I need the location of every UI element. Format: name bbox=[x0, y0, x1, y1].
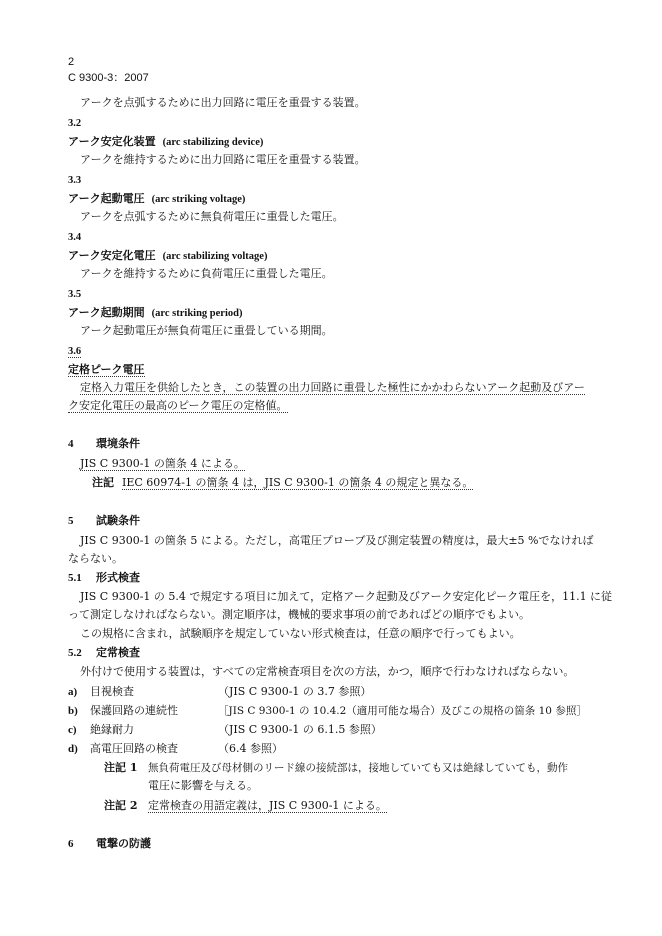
section-body: この規格に含まれ，試験順序を規定していない形式検査は，任意の順序で行ってもよい。 bbox=[80, 627, 521, 640]
section-body: JIS C 9300-1 の箇条 4 による。 bbox=[80, 457, 245, 470]
page-number: 2 bbox=[68, 56, 75, 68]
clause-number: 3.5 bbox=[68, 289, 82, 300]
note: 注記 IEC 60974-1 の箇条 4 は，JIS C 9300-1 の箇条 4 の規定と異なる。 bbox=[92, 476, 474, 489]
term-heading: アーク安定化装置 (arc stabilizing device) bbox=[68, 135, 264, 148]
section-heading-5: 5 試験条件 bbox=[68, 514, 140, 527]
section-body: JIS C 9300-1 の 5.4 で規定する項目に加えて，定格アーク起動及びアーク安定化ピーク電圧を，11.1 に従 bbox=[80, 590, 613, 603]
list-item: d) 高電圧回路の検査 （6.4 参照） bbox=[68, 742, 283, 755]
definition-text: アーク起動電圧が無負荷電圧に重畳している期間。 bbox=[80, 324, 333, 337]
definition-text: アークを維持するために負荷電圧に重畳した電圧。 bbox=[80, 267, 333, 280]
note: 注記 1 無負荷電圧及び母材側のリード線の接続部は，接地していても又は絶縁していても，動作 bbox=[104, 761, 568, 774]
subsection-heading-5-2: 5.2 定常検査 bbox=[68, 646, 140, 659]
section-body: って測定しなければならない。測定順序は，機械的要求事項の前であればどの順序でもよい。 bbox=[68, 608, 530, 621]
definition-text: アークを維持するために出力回路に電圧を重畳する装置。 bbox=[80, 153, 366, 166]
list-item: b) 保護回路の連続性 ［JIS C 9300-1 の 10.4.2（適用可能な場合）及びこの規格の箇条 10 参照］ bbox=[68, 704, 587, 717]
clause-number: 3.6 bbox=[68, 346, 82, 357]
section-body: JIS C 9300-1 の箇条 5 による。ただし，高電圧プローブ及び測定装置の精度は，最大±5 %でなければ bbox=[80, 534, 594, 547]
section-body: 外付けで使用する装置は，すべての定常検査項目を次の方法，かつ，順序で行わなければならない。 bbox=[80, 665, 575, 678]
term-heading: アーク起動電圧 (arc striking voltage) bbox=[68, 192, 246, 205]
definition-text: ク安定化電圧の最高のピーク電圧の定格値。 bbox=[68, 399, 288, 412]
definition-text: アークを点弧するために出力回路に電圧を重畳する装置。 bbox=[80, 96, 366, 109]
section-body: ならない。 bbox=[68, 552, 123, 565]
section-heading-6: 6 電撃の防護 bbox=[68, 837, 151, 850]
subsection-heading-5-1: 5.1 形式検査 bbox=[68, 571, 140, 584]
clause-number: 3.3 bbox=[68, 175, 82, 186]
section-heading-4: 4 環境条件 bbox=[68, 437, 140, 450]
list-item: c) 絶縁耐力 （JIS C 9300-1 の 6.1.5 参照） bbox=[68, 723, 382, 736]
clause-number: 3.4 bbox=[68, 232, 82, 243]
term-heading: アーク安定化電圧 (arc stabilizing voltage) bbox=[68, 249, 268, 262]
term-heading: アーク起動期間 (arc striking period) bbox=[68, 306, 243, 319]
document-id: C 9300-3：2007 bbox=[68, 72, 149, 84]
list-item: a) 目視検査 （JIS C 9300-1 の 3.7 参照） bbox=[68, 685, 372, 698]
note-continuation: 電圧に影響を与える。 bbox=[148, 779, 258, 792]
note: 注記 2 定常検査の用語定義は，JIS C 9300-1 による。 bbox=[104, 799, 387, 812]
term-heading: 定格ピーク電圧 bbox=[68, 363, 145, 376]
clause-number: 3.2 bbox=[68, 118, 82, 129]
definition-text: アークを点弧するために無負荷電圧に重畳した電圧。 bbox=[80, 210, 344, 223]
definition-text: 定格入力電圧を供給したとき，この装置の出力回路に重畳した極性にかかわらないアーク起動及びアー bbox=[80, 381, 585, 394]
